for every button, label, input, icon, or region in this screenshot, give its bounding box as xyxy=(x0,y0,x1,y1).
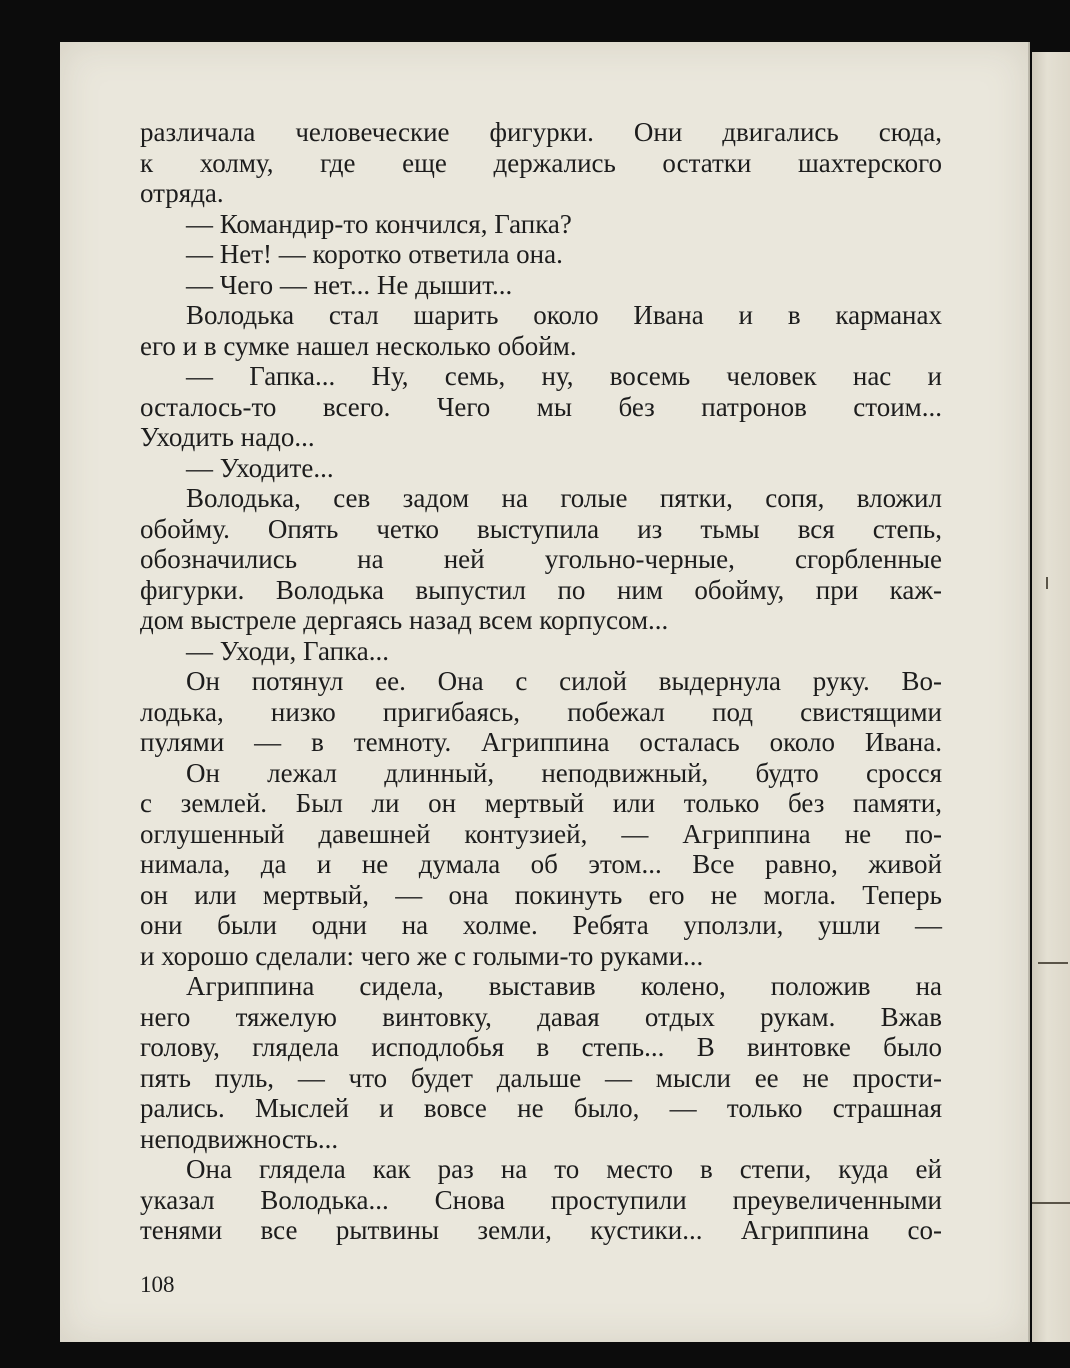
text-line: и хорошо сделали: чего же с голыми-то руками... xyxy=(140,940,704,971)
text-line: Он потянул ее. Она с силой выдернула руку. Во- xyxy=(186,666,942,696)
page-body-text xyxy=(140,117,942,1246)
text-line: — Нет! — коротко ответила она. xyxy=(186,239,563,269)
margin-mark xyxy=(1046,577,1048,589)
text-line: Володька стал шарить около Ивана и в карманах xyxy=(186,300,942,330)
text-line: с землей. Был ли он мертвый или только без памяти, xyxy=(140,788,942,818)
margin-mark xyxy=(1038,962,1068,964)
text-line: пулями — в темноту. Агриппина осталась около Ивана. xyxy=(140,727,942,757)
text-line: они были одни на холме. Ребята уползли, ушли — xyxy=(140,910,942,940)
text-line: Володька, сев задом на голые пятки, сопя, вложил xyxy=(186,483,942,513)
text-line: к холму, где еще держались остатки шахтерского xyxy=(140,147,942,178)
text-line: осталось-то всего. Чего мы без патронов стоим... xyxy=(140,391,942,422)
text-line: указал Володька... Снова проступили преувеличенными xyxy=(140,1184,942,1215)
text-line: — Уходи, Гапка... xyxy=(186,635,390,666)
text-line: — Гапка... Ну, семь, ну, восемь человек нас и xyxy=(186,361,942,391)
adjacent-page-edge xyxy=(1032,52,1070,1342)
text-line: он или мертвый, — она покинуть его не могла. Теперь xyxy=(140,879,942,910)
text-line: Она глядела как раз на то место в степи, куда ей xyxy=(186,1154,942,1184)
book-page xyxy=(60,42,1028,1342)
text-line: обойму. Опять четко выступила из тьмы вся степь, xyxy=(140,513,942,544)
text-line: неподвижность... xyxy=(140,1123,339,1154)
text-line: обозначились на ней угольно-черные, сгорбленные xyxy=(140,544,942,574)
text-line: тенями все рытвины земли, кустики... Агриппина со- xyxy=(140,1215,942,1245)
text-line: — Командир-то кончился, Гапка? xyxy=(186,208,572,239)
text-line: оглушенный давешней контузией, — Агриппина не по- xyxy=(140,818,942,849)
page-number: 108 xyxy=(140,1272,175,1297)
text-line: Он лежал длинный, неподвижный, будто сросся xyxy=(186,757,942,788)
text-line: рались. Мыслей и вовсе не было, — только страшная xyxy=(140,1093,942,1123)
text-line: Уходить надо... xyxy=(140,422,315,452)
text-line: фигурки. Володька выпустил по ним обойму, при каж- xyxy=(140,574,942,605)
text-line: лодька, низко пригибаясь, побежал под свистящими xyxy=(140,696,942,727)
text-line: его и в сумке нашел несколько обойм. xyxy=(140,330,577,361)
text-line: Агриппина сидела, выставив колено, положив на xyxy=(186,971,942,1001)
text-line: — Чего — нет... Не дышит... xyxy=(186,269,513,300)
text-line: дом выстреле дергаясь назад всем корпусом... xyxy=(140,605,669,635)
text-line: пять пуль, — что будет дальше — мысли ее не прости- xyxy=(140,1062,942,1093)
margin-mark xyxy=(1032,1202,1070,1204)
text-line: — Уходите... xyxy=(186,452,334,483)
text-line: нимала, да и не думала об этом... Все равно, живой xyxy=(140,849,942,879)
text-line: голову, глядела исподлобья в степь... В винтовке было xyxy=(140,1032,942,1062)
text-line: отряда. xyxy=(140,178,224,208)
text-line: него тяжелую винтовку, давая отдых рукам. Вжав xyxy=(140,1001,942,1032)
text-line: различала человеческие фигурки. Они двигались сюда, xyxy=(140,117,942,147)
